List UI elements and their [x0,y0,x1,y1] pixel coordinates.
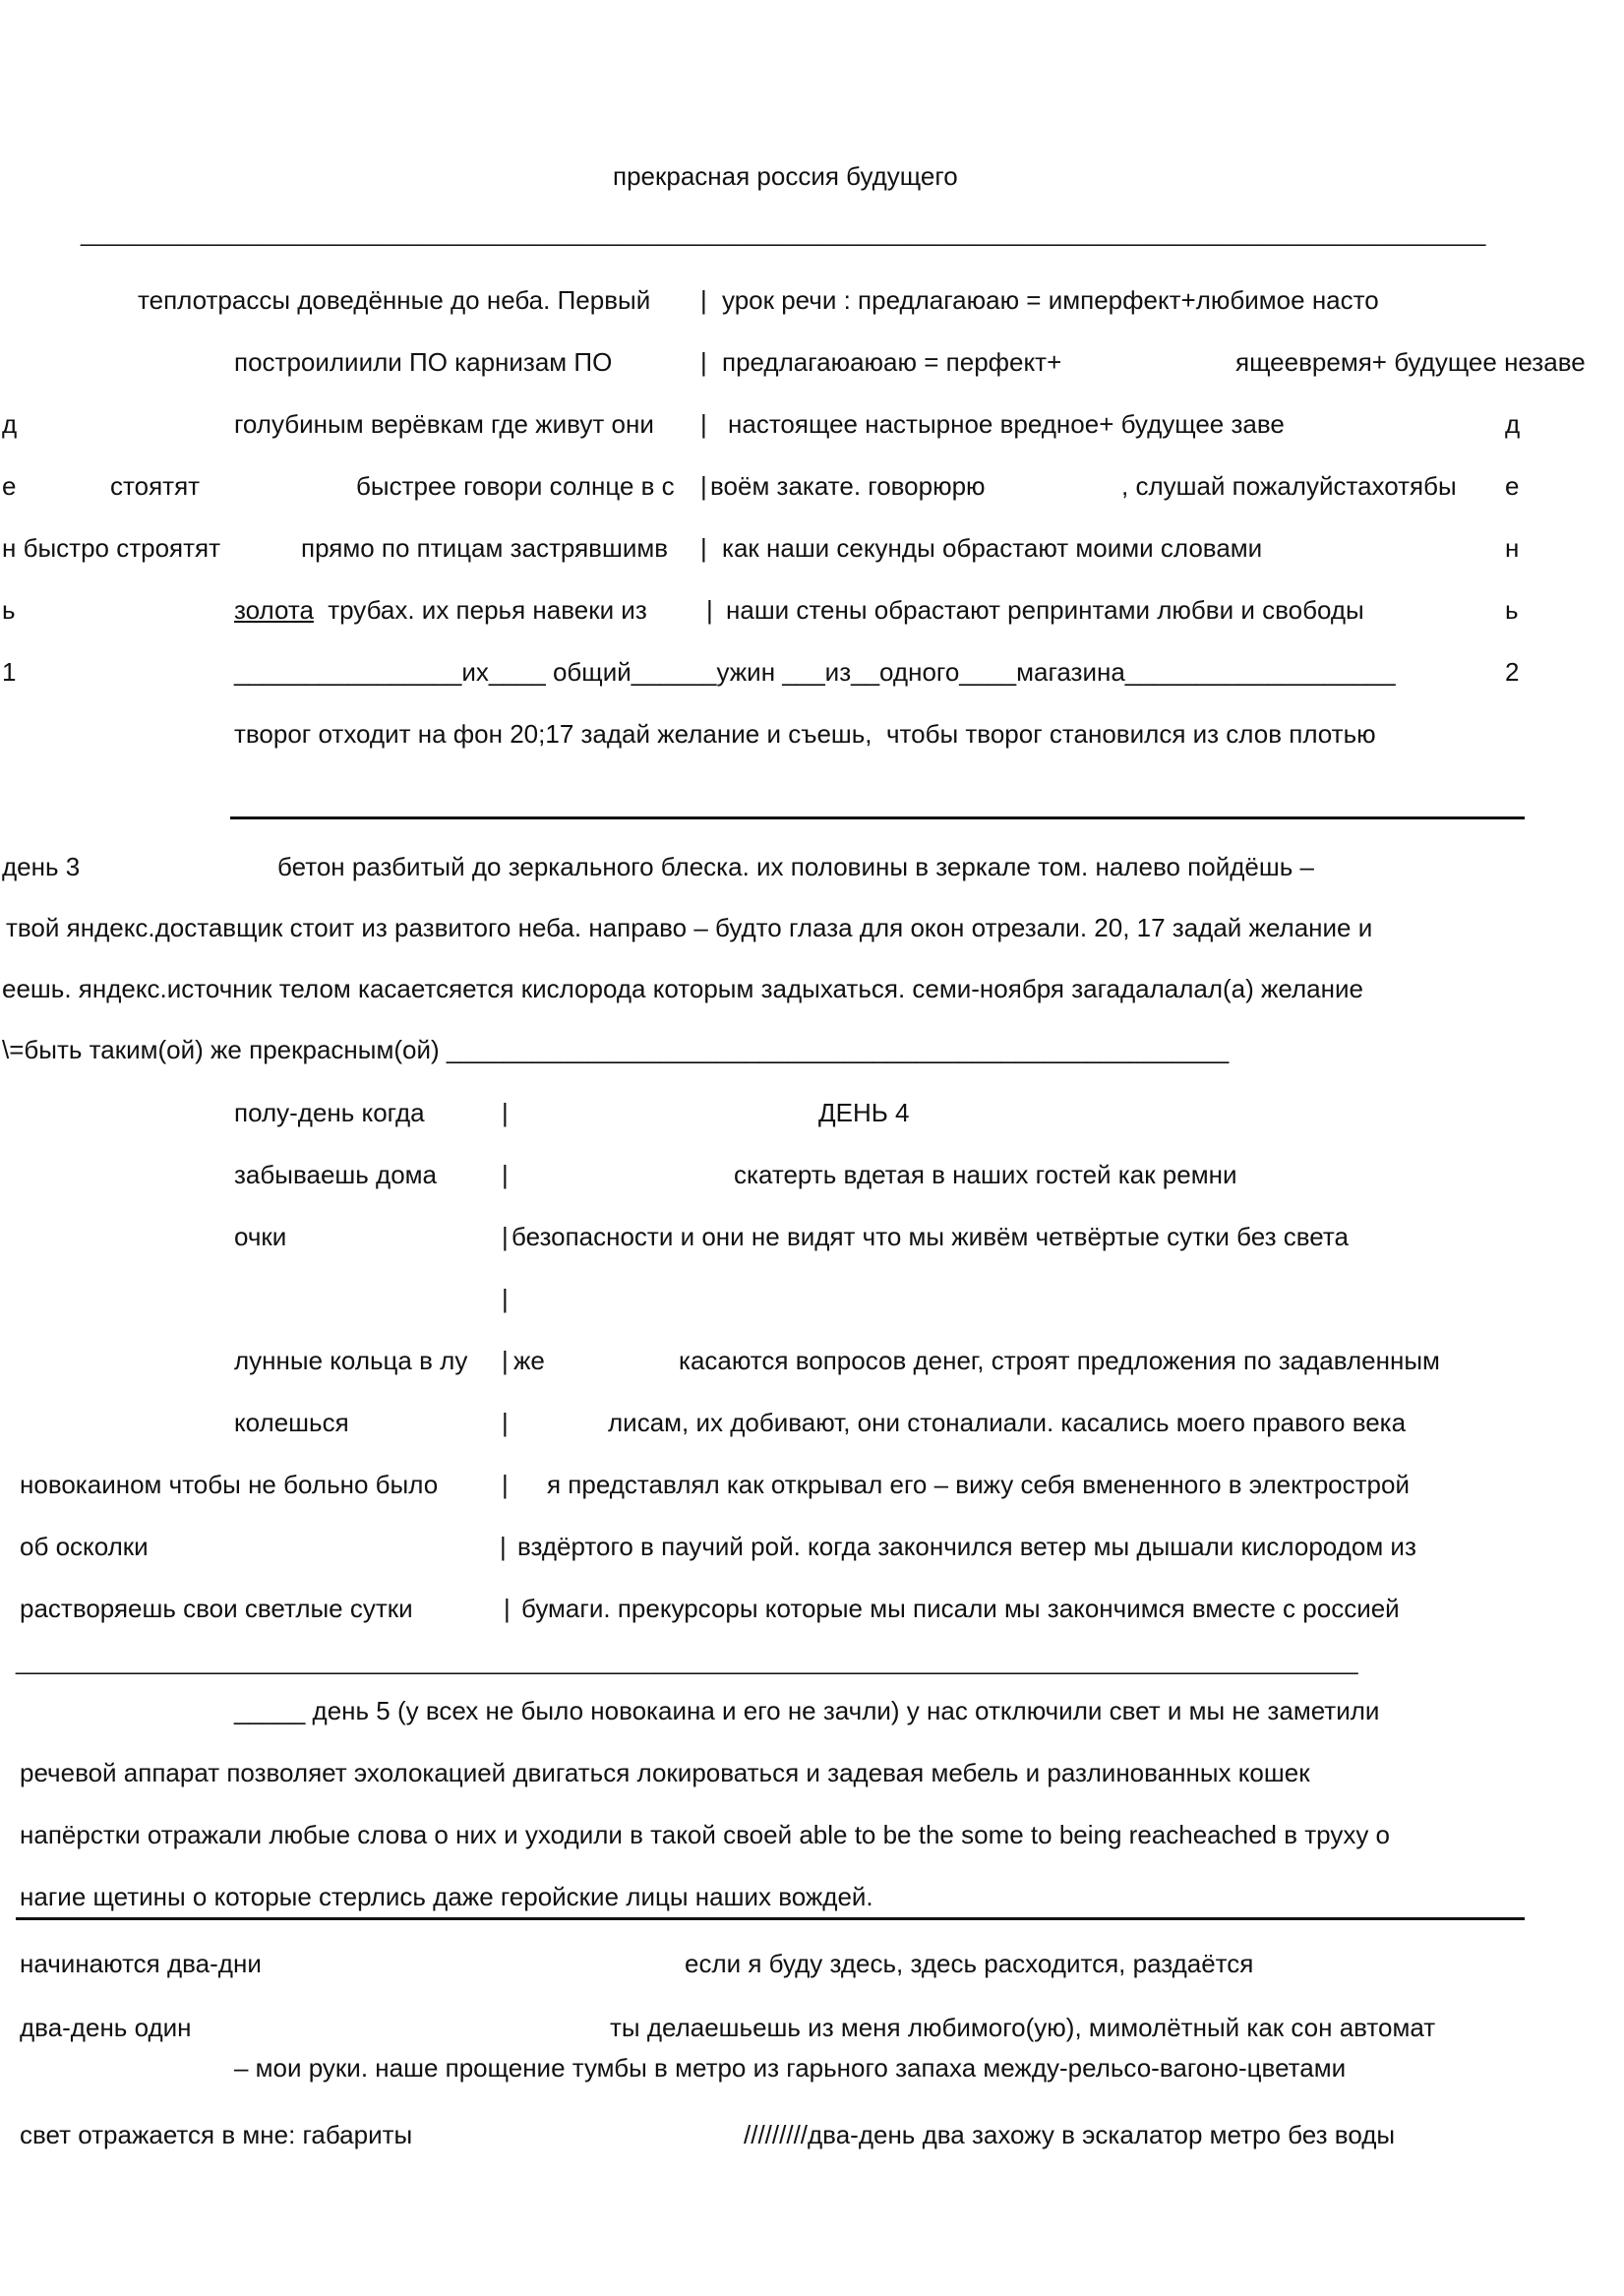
line: нагие щетины о которые стерлись даже геройские лицы наших вождей. [20,1882,873,1911]
line: очки [234,1222,287,1251]
line: скатерть вдетая в наших гостей как ремни [734,1160,1237,1189]
line: касаются вопросов денег, строят предложения по задавленным [679,1346,1440,1375]
dash-divider: ___________________________________________________________________________________________________________ [16,1649,1358,1675]
margin-number: 2 [1505,657,1520,687]
pipe: | [502,1098,509,1127]
pipe: | [502,1346,509,1375]
underlined-word: золота [234,595,314,625]
day-heading: ДЕНЬ 4 [818,1098,910,1127]
line: стоятят [110,471,201,501]
margin-letter: н [1505,533,1520,563]
pipe: | [504,1594,511,1623]
margin-letter: ь [1505,595,1519,625]
line: голубиным верёвкам где живут они [234,409,654,439]
horizontal-rule [16,1917,1525,1920]
pipe: | [502,1160,509,1189]
day-heading: день 3 [2,852,81,881]
pipe: | [502,1284,509,1313]
line: теплотрассы доведённые до неба. Первый [138,285,651,315]
line: ________________их____ общий______ужин ___из__одного____магазина___________________ [234,657,1396,687]
pipe: | [700,347,707,377]
line: безопасности и они не видят что мы живём четвёртые сутки без света [511,1222,1349,1251]
line: бумаги. прекурсоры которые мы писали мы закончимся вместе с россией [521,1594,1400,1623]
line: – мои руки. наше прощение тумбы в метро из гарьного запаха между-рельсо-вагоно-цветами [234,2053,1347,2083]
line: я представлял как открывал его – вижу себя вмененного в электрострой [547,1470,1410,1499]
line: об осколки [20,1532,149,1561]
margin-text: н быстро строятят [2,533,221,563]
line: свет отражается в мне: габариты [20,2120,413,2149]
line: же [513,1346,545,1375]
line: наши стены обрастают репринтами любви и свободы [726,595,1364,625]
line: /////////два-день два захожу в эскалатор метро без воды [744,2120,1396,2149]
line: как наши секунды обрастают моими словами [722,533,1263,563]
line: построилиили ПО карнизам ПО [234,347,613,377]
line: быстрее говори солнце в с [356,471,675,501]
line: забываешь дома [234,1160,437,1189]
line: колешься [234,1408,349,1437]
line: урок речи : предлагаюаю = имперфект+любимое насто [722,285,1379,315]
pipe: | [700,409,707,439]
line: напёрстки отражали любые слова о них и уходили в такой своей able to be the some to being reacheached в труху о [20,1820,1391,1849]
line: предлагаюаюаю = перфект+ [722,347,1062,377]
line: растворяешь свои светлые сутки [20,1594,413,1623]
line: ты делаешьешь из меня любимого(ую), мимолётный как сон автомат [610,2013,1436,2042]
line: , слушай пожалуйстахотябы [1121,471,1457,501]
pipe: | [700,533,707,563]
line: _____ день 5 (у всех не было новокаина и его не зачли) у нас отключили свет и мы не заметили [234,1696,1380,1725]
line: твой яндекс.доставщик стоит из развитого неба. направо – будто глаза для окон отрезали. 20, 17 задай желание и [6,913,1373,942]
line: вздёртого в паучий рой. когда закончился ветер мы дышали кислородом из [517,1532,1416,1561]
line: лунные кольца в лу [234,1346,468,1375]
line: два-день один [20,2013,192,2042]
line: речевой аппарат позволяет эхолокацией двигаться локироваться и задевая мебель и разлинованных кошек [20,1758,1310,1787]
pipe: | [502,1408,509,1437]
line: полу-день когда [234,1098,425,1127]
line: настоящее настырное вредное+ будущее заве [728,409,1285,439]
margin-letter: д [2,409,18,439]
line: бетон разбитый до зеркального блеска. их половины в зеркале том. налево пойдёшь – [277,852,1314,881]
margin-letter: е [2,471,17,501]
line: творог отходит на фон 20;17 задай желание и съешь, чтобы творог становился из слов плотью [234,719,1376,749]
line: новокаином чтобы не больно было [20,1470,439,1499]
line: \=быть таким(ой) же прекрасным(ой) _______________________________________________________ [2,1035,1230,1064]
page-title: прекрасная россия будущего [613,161,958,191]
line: воём закате. говорюрю [710,471,986,501]
line: трубах. их перья навеки из [321,595,647,625]
margin-number: 1 [2,657,17,687]
pipe: | [502,1470,509,1499]
line: начинаются два-дни [20,1949,262,1978]
pipe: | [502,1222,509,1251]
pipe: | [700,471,707,501]
line: если я буду здесь, здесь расходится, раздаётся [685,1949,1254,1978]
line: прямо по птицам застрявшимв [301,533,669,563]
horizontal-rule [230,816,1525,819]
pipe: | [700,285,707,315]
line: ящеевремя+ будущее незаве [1235,347,1586,377]
margin-letter: ь [2,595,16,625]
pipe: | [706,595,713,625]
margin-letter: д [1505,409,1521,439]
pipe: | [500,1532,507,1561]
line: лисам, их добивают, они стоналиали. касались моего правого века [608,1408,1407,1437]
margin-letter: е [1505,471,1520,501]
dash-divider-top: ________________________________________________________________________________________________________________ [81,220,1485,247]
line: еешь. яндекс.источник телом касаетсяется кислорода которым задыхаться. семи-ноября загадалалал(а) желание [2,974,1363,1003]
